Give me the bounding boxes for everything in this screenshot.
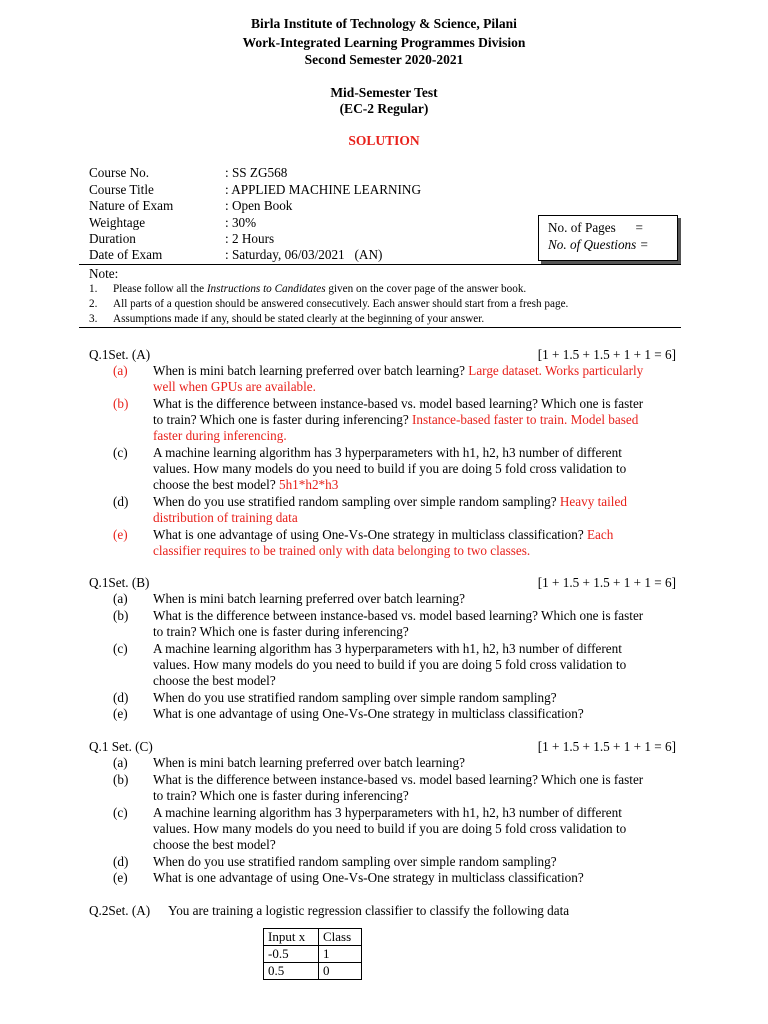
q1b-e: What is one advantage of using One-Vs-One strategy in multiclass classification? <box>153 706 584 721</box>
q2-text: You are training a logistic regression classifier to classify the following data <box>168 903 570 918</box>
q1b-a: When is mini batch learning preferred over batch learning? <box>153 591 465 606</box>
q1a-letter-c: (c) <box>113 445 128 460</box>
q1a-letter-b: (b) <box>113 396 129 411</box>
weightage-label: Weightage <box>89 215 146 230</box>
q1c-letter-a: (a) <box>113 755 128 770</box>
q1a-d-question: When do you use stratified random sampling over simple random sampling? <box>153 494 560 509</box>
note-item-2: All parts of a question should be answered consecutively. Each answer should start from a fresh page. <box>113 298 569 310</box>
table-cell: 1 <box>319 946 362 963</box>
q1c-c-line3: choose the best model? <box>153 837 276 852</box>
q1a-c-answer: 5h1*h2*h3 <box>278 477 339 492</box>
q1a-c-question: choose the best model? <box>153 477 279 492</box>
q1b-letter-b: (b) <box>113 608 129 623</box>
q1a-d-line2: distribution of training data <box>153 510 298 525</box>
q1c-c-line2: values. How many models do you need to build if you are doing 5 fold cross validation to <box>153 821 627 836</box>
q1a-b-line2 <box>153 412 638 428</box>
q1a-c-line1: A machine learning algorithm has 3 hyperparameters with h1, h2, h3 number of different <box>153 445 622 460</box>
divider-bottom <box>79 327 681 328</box>
q1c-letter-b: (b) <box>113 772 129 787</box>
q1c-letter-c: (c) <box>113 805 128 820</box>
course-no-value: : SS ZG568 <box>225 165 288 180</box>
q2-data-table <box>263 928 362 980</box>
q1b-letter-d: (d) <box>113 690 129 705</box>
solution-heading: SOLUTION <box>348 133 420 148</box>
q1a-e-line2: classifier requires to be trained only with data belonging to two classes. <box>153 543 531 558</box>
q1b-marks: [1 + 1.5 + 1.5 + 1 + 1 = 6] <box>537 575 676 590</box>
q1a-e-answer: Each <box>586 527 614 542</box>
duration-label: Duration <box>89 231 136 246</box>
course-no-label: Course No. <box>89 165 150 180</box>
q1a-letter-a: (a) <box>113 363 128 378</box>
q1a-e-line1 <box>153 527 613 543</box>
q1b-letter-c: (c) <box>113 641 128 656</box>
course-title-label: Course Title <box>89 182 154 197</box>
note-item-1-em: Instructions to Candidates <box>206 283 326 295</box>
semester: Second Semester 2020-2021 <box>304 52 464 67</box>
note-title: Note: <box>89 266 119 281</box>
institute-name: Birla Institute of Technology & Science, Pilani <box>251 16 517 31</box>
note-num-3: 3. <box>89 313 98 325</box>
table-row <box>264 963 362 980</box>
note-num-1: 1. <box>89 283 98 295</box>
q1a-marks: [1 + 1.5 + 1.5 + 1 + 1 = 6] <box>537 347 676 362</box>
q1b-c-line1: A machine learning algorithm has 3 hyperparameters with h1, h2, h3 number of different <box>153 641 622 656</box>
q1a-b-line3: faster during inferencing. <box>153 428 287 443</box>
q1a-letter-d: (d) <box>113 494 129 509</box>
table-cell: -0.5 <box>264 946 319 963</box>
table-header-input: Input x <box>264 929 319 946</box>
division-name: Work-Integrated Learning Programmes Division <box>242 35 526 50</box>
q1a-d-line1 <box>153 494 627 510</box>
q1a-letter-e: (e) <box>113 527 128 542</box>
q1a-a-line2: well when GPUs are available. <box>153 379 316 394</box>
q1c-letter-d: (d) <box>113 854 129 869</box>
note-item-3: Assumptions made if any, should be stated clearly at the beginning of your answer. <box>113 313 485 325</box>
q1a-title: Q.1Set. (A) <box>89 347 151 362</box>
table-row <box>264 946 362 963</box>
q1b-letter-e: (e) <box>113 706 128 721</box>
q1c-letter-e: (e) <box>113 870 128 885</box>
note-item-1-pre: Please follow all the <box>113 283 207 295</box>
q1a-b-answer: Instance-based faster to train. Model based <box>412 412 639 427</box>
q1b-c-line2: values. How many models do you need to build if you are doing 5 fold cross validation to <box>153 657 627 672</box>
q1c-d: When do you use stratified random sampling over simple random sampling? <box>153 854 557 869</box>
weightage-value: : 30% <box>225 215 257 230</box>
note-num-2: 2. <box>89 298 98 310</box>
note-item-1 <box>113 283 526 295</box>
q1c-a: When is mini batch learning preferred over batch learning? <box>153 755 465 770</box>
q1b-c-line3: choose the best model? <box>153 673 276 688</box>
q2-title: Q.2Set. (A) <box>89 903 151 918</box>
nature-label: Nature of Exam <box>89 198 174 213</box>
q1a-a-answer: Large dataset. Works particularly <box>468 363 644 378</box>
no-of-pages: No. of Pages = <box>548 220 643 235</box>
test-type: (EC-2 Regular) <box>339 101 429 116</box>
table-header-row <box>264 929 362 946</box>
q1a-e-question: What is one advantage of using One-Vs-One strategy in multiclass classification? <box>153 527 587 542</box>
q1a-c-line2: values. How many models do you need to build if you are doing 5 fold cross validation to <box>153 461 627 476</box>
q1b-b-line1: What is the difference between instance-based vs. model based learning? Which one is faster <box>153 608 644 623</box>
date-label: Date of Exam <box>89 247 163 262</box>
q1b-title: Q.1Set. (B) <box>89 575 150 590</box>
pages-box <box>538 215 678 261</box>
q1c-b-line2: to train? Which one is faster during inferencing? <box>153 788 409 803</box>
no-of-questions: No. of Questions = <box>548 237 649 252</box>
note-item-1-post: given on the cover page of the answer book. <box>325 283 527 295</box>
q1c-title: Q.1 Set. (C) <box>89 739 153 754</box>
table-cell: 0 <box>319 963 362 980</box>
test-name: Mid-Semester Test <box>330 85 438 100</box>
q1c-c-line1: A machine learning algorithm has 3 hyperparameters with h1, h2, h3 number of different <box>153 805 622 820</box>
q1b-b-line2: to train? Which one is faster during inferencing? <box>153 624 409 639</box>
q1a-b-line1: What is the difference between instance-based vs. model based learning? Which one is faster <box>153 396 644 411</box>
q1c-e: What is one advantage of using One-Vs-One strategy in multiclass classification? <box>153 870 584 885</box>
duration-value: : 2 Hours <box>225 231 275 246</box>
course-title-value: : APPLIED MACHINE LEARNING <box>225 182 421 197</box>
table-cell: 0.5 <box>264 963 319 980</box>
q1a-d-answer: Heavy tailed <box>559 494 627 509</box>
q1c-marks: [1 + 1.5 + 1.5 + 1 + 1 = 6] <box>537 739 676 754</box>
q1c-b-line1: What is the difference between instance-based vs. model based learning? Which one is faster <box>153 772 644 787</box>
q1a-a-line1 <box>153 363 643 379</box>
q1a-c-line3 <box>153 477 338 493</box>
date-value: : Saturday, 06/03/2021 (AN) <box>225 247 383 262</box>
q1b-letter-a: (a) <box>113 591 128 606</box>
q1a-b-question: to train? Which one is faster during inferencing? <box>153 412 413 427</box>
divider-top <box>79 264 681 265</box>
q1b-d: When do you use stratified random sampling over simple random sampling? <box>153 690 557 705</box>
table-header-class: Class <box>319 929 362 946</box>
q1a-a-question: When is mini batch learning preferred over batch learning? <box>153 363 469 378</box>
nature-value: : Open Book <box>225 198 293 213</box>
